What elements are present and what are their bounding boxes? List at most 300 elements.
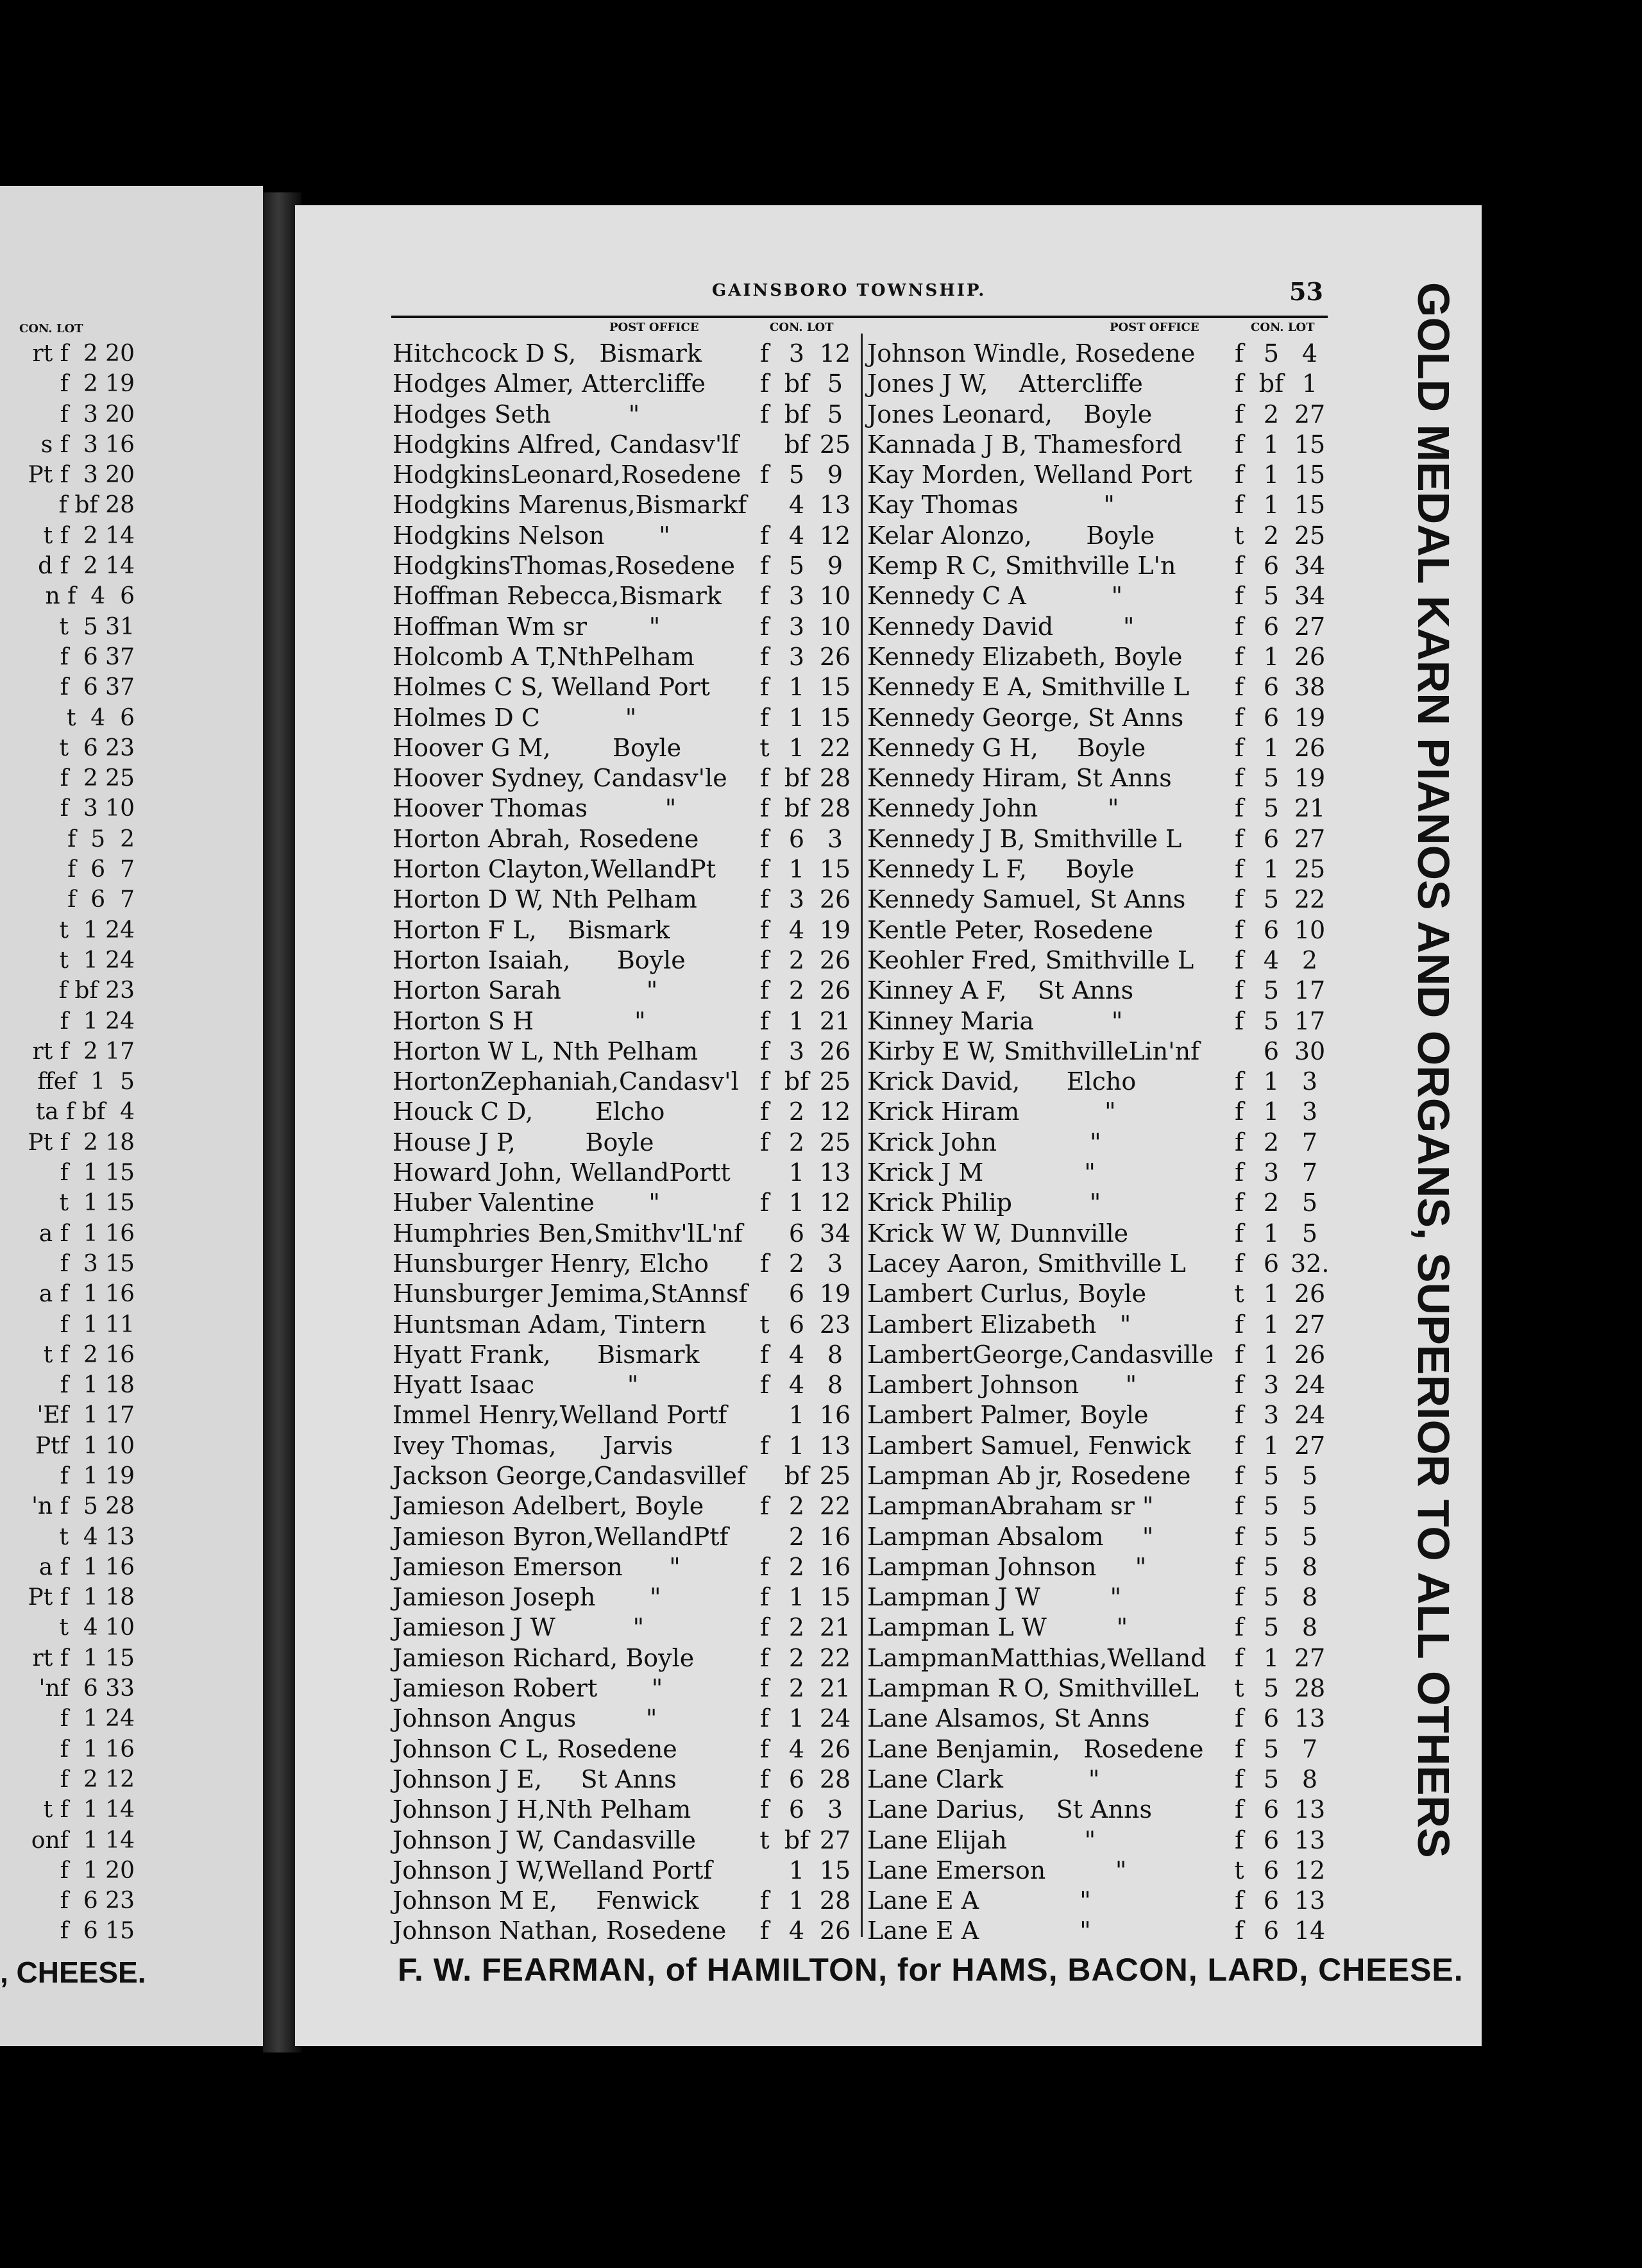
entry-name: Johnson Angus " bbox=[393, 1704, 657, 1733]
entry-lot: 13 bbox=[819, 491, 851, 520]
entry-lot: 19 bbox=[819, 1280, 851, 1308]
entry-tenure: f bbox=[1234, 885, 1244, 914]
left-page-entry: f 2 19 bbox=[60, 371, 135, 398]
entry-tenure: f bbox=[1234, 673, 1244, 702]
entry-lot: 3 bbox=[827, 1795, 843, 1824]
entry-lot: 3 bbox=[827, 824, 843, 853]
left-page-entry: f 6 37 bbox=[60, 674, 135, 701]
entry-lot: 8 bbox=[1301, 1764, 1318, 1793]
directory-entry bbox=[393, 1916, 854, 1946]
entry-tenure: f bbox=[1234, 1734, 1244, 1763]
left-page-entry: Ptf 1 10 bbox=[35, 1432, 135, 1459]
entry-name: Lambert Curlus, Boyle bbox=[867, 1280, 1147, 1308]
entry-name: Howard John, WellandPortt bbox=[393, 1158, 731, 1187]
entry-con: 6 bbox=[788, 824, 805, 853]
entry-tenure: f bbox=[759, 1643, 770, 1672]
entry-con: 3 bbox=[788, 612, 805, 641]
entry-lot: 28 bbox=[819, 1764, 851, 1793]
entry-name: Hoover G M, Boyle bbox=[393, 733, 682, 762]
directory-entry bbox=[393, 703, 854, 733]
entry-lot: 9 bbox=[827, 461, 843, 489]
entry-name: Lampman L W " bbox=[867, 1613, 1128, 1642]
entry-con: 2 bbox=[1263, 1128, 1280, 1156]
entry-con: bf bbox=[1258, 369, 1284, 398]
entry-lot: 10 bbox=[1294, 915, 1326, 944]
entry-tenure: f bbox=[1234, 1249, 1244, 1278]
entry-tenure: f bbox=[1234, 1886, 1244, 1915]
entry-lot: 21 bbox=[819, 1613, 851, 1642]
entry-tenure: f bbox=[1234, 976, 1244, 1005]
entry-con: 1 bbox=[1263, 1097, 1280, 1126]
directory-entry bbox=[867, 1219, 1329, 1249]
left-page-entry: rt f 2 20 bbox=[32, 341, 135, 367]
directory-entry bbox=[867, 581, 1329, 611]
entry-con: 2 bbox=[788, 1613, 805, 1642]
entry-con: 6 bbox=[1263, 673, 1280, 702]
entry-name: Krick John " bbox=[867, 1128, 1101, 1156]
entry-con: 3 bbox=[788, 642, 805, 671]
left-page-entry: t 1 24 bbox=[59, 917, 135, 944]
entry-name: Lane Emerson " bbox=[867, 1856, 1127, 1884]
entry-lot: 15 bbox=[1294, 430, 1326, 459]
entry-name: Lane Benjamin, Rosedene bbox=[867, 1734, 1204, 1763]
directory-entry bbox=[393, 672, 854, 702]
entry-tenure: f bbox=[1234, 764, 1244, 793]
entry-name: Jamieson J W " bbox=[393, 1613, 645, 1642]
directory-entry bbox=[393, 1097, 854, 1127]
entry-name: Lambert Elizabeth " bbox=[867, 1310, 1131, 1339]
entry-tenure: f bbox=[1234, 855, 1244, 884]
entry-tenure bbox=[752, 1158, 777, 1188]
directory-entry bbox=[393, 1128, 854, 1158]
entry-tenure: f bbox=[1234, 1371, 1244, 1400]
left-page-entry: t 4 6 bbox=[66, 704, 135, 731]
entry-con: 5 bbox=[1263, 1522, 1280, 1551]
entry-tenure: f bbox=[759, 764, 770, 793]
directory-entry bbox=[867, 1310, 1329, 1340]
entry-lot: 12 bbox=[819, 339, 851, 368]
left-page-entry: Pt f 3 20 bbox=[28, 462, 135, 489]
entry-con: 6 bbox=[1263, 1886, 1280, 1915]
directory-entry bbox=[867, 1612, 1329, 1643]
entry-con: 1 bbox=[788, 1006, 805, 1035]
entry-tenure bbox=[752, 1279, 777, 1309]
entry-con: 1 bbox=[788, 1856, 805, 1884]
entry-con: 5 bbox=[788, 552, 805, 580]
left-page-entry: a f 1 16 bbox=[38, 1553, 135, 1580]
entry-tenure: f bbox=[1234, 369, 1244, 398]
entry-name: Jamieson Adelbert, Boyle bbox=[393, 1492, 704, 1521]
entry-con: 1 bbox=[788, 1158, 805, 1187]
entry-name: Horton W L, Nth Pelham bbox=[393, 1037, 698, 1065]
left-page-entry: rt f 1 15 bbox=[32, 1645, 135, 1671]
entry-lot: 12 bbox=[819, 1189, 851, 1217]
entry-lot: 26 bbox=[1294, 733, 1326, 762]
directory-entry bbox=[867, 1249, 1329, 1279]
entry-lot: 12 bbox=[1294, 1856, 1326, 1884]
entry-lot: 8 bbox=[827, 1340, 843, 1369]
directory-entry bbox=[867, 430, 1329, 460]
entry-lot: 19 bbox=[1294, 764, 1326, 793]
entry-tenure: f bbox=[1234, 1643, 1244, 1672]
left-page-entry: f bf 23 bbox=[58, 977, 135, 1004]
entry-name: Jamieson Richard, Boyle bbox=[393, 1643, 695, 1672]
entry-name: LampmanMatthias,Welland bbox=[867, 1643, 1206, 1672]
entry-name: Hunsburger Henry, Elcho bbox=[393, 1249, 709, 1278]
directory-entry bbox=[867, 1400, 1329, 1430]
entry-tenure: f bbox=[759, 1067, 770, 1096]
entry-lot: 16 bbox=[819, 1522, 851, 1551]
entry-name: Kay Morden, Welland Port bbox=[867, 461, 1192, 489]
entry-lot: 8 bbox=[1301, 1583, 1318, 1612]
directory-entry bbox=[393, 490, 854, 520]
entry-con: 4 bbox=[788, 1734, 805, 1763]
entry-name: Lane Clark " bbox=[867, 1764, 1100, 1793]
entry-con: 5 bbox=[788, 461, 805, 489]
entry-con: 6 bbox=[1263, 1795, 1280, 1824]
entry-lot: 34 bbox=[819, 1219, 851, 1248]
directory-entry bbox=[393, 733, 854, 763]
entry-tenure: t bbox=[1234, 1856, 1244, 1884]
entry-tenure: f bbox=[1234, 400, 1244, 428]
entry-con: 2 bbox=[788, 1643, 805, 1672]
directory-entry bbox=[393, 1825, 854, 1856]
entry-con: 5 bbox=[1263, 1583, 1280, 1612]
left-page-entry: 'nf 6 33 bbox=[38, 1675, 135, 1702]
directory-entry bbox=[393, 1249, 854, 1279]
entry-con: 4 bbox=[788, 521, 805, 550]
entry-name: Johnson Nathan, Rosedene bbox=[393, 1917, 727, 1945]
entry-name: Hoffman Wm sr " bbox=[393, 612, 661, 641]
entry-tenure: t bbox=[1234, 521, 1244, 550]
entry-con: 2 bbox=[788, 1492, 805, 1521]
entry-lot: 13 bbox=[819, 1431, 851, 1460]
entry-lot: 10 bbox=[819, 612, 851, 641]
entry-tenure bbox=[1226, 1037, 1252, 1067]
entry-con: 1 bbox=[788, 733, 805, 762]
entry-lot: 21 bbox=[819, 1006, 851, 1035]
entry-tenure: f bbox=[1234, 794, 1244, 823]
entry-tenure: f bbox=[759, 552, 770, 580]
directory-entry bbox=[867, 1461, 1329, 1491]
entry-name: Lane E A " bbox=[867, 1917, 1091, 1945]
left-page-entry: t 5 31 bbox=[59, 613, 135, 640]
entry-con: 3 bbox=[788, 582, 805, 611]
directory-entry bbox=[867, 339, 1329, 369]
entry-con: 6 bbox=[1263, 824, 1280, 853]
entry-name: Lane Darius, St Anns bbox=[867, 1795, 1153, 1824]
post-office-head-2: POST OFFICE bbox=[1110, 321, 1199, 334]
entry-name: Hoover Thomas " bbox=[393, 794, 677, 823]
entry-tenure bbox=[752, 490, 777, 520]
entry-name: Huber Valentine " bbox=[393, 1189, 660, 1217]
left-page-entry: 'n f 5 28 bbox=[31, 1493, 135, 1520]
entry-name: HortonZephaniah,Candasv'l bbox=[393, 1067, 739, 1096]
entry-lot: 27 bbox=[819, 1825, 851, 1854]
entry-con: 6 bbox=[788, 1310, 805, 1339]
entry-tenure: f bbox=[1234, 1552, 1244, 1581]
entry-lot: 16 bbox=[819, 1401, 851, 1430]
entry-name: Jones J W, Attercliffe bbox=[867, 369, 1143, 398]
left-page-entry: f 2 12 bbox=[60, 1766, 135, 1793]
directory-entry bbox=[867, 824, 1329, 854]
entry-name: Kennedy E A, Smithville L bbox=[867, 673, 1190, 702]
directory-entry bbox=[393, 339, 854, 369]
entry-tenure: f bbox=[759, 855, 770, 884]
entry-con: 1 bbox=[1263, 1280, 1280, 1308]
directory-entry bbox=[867, 672, 1329, 702]
directory-entry bbox=[393, 793, 854, 824]
directory-entry bbox=[393, 1673, 854, 1704]
entry-tenure: f bbox=[759, 1734, 770, 1763]
entry-tenure: t bbox=[759, 1310, 770, 1339]
entry-lot: 24 bbox=[1294, 1401, 1326, 1430]
left-page-footer: , CHEESE. bbox=[0, 1956, 146, 1989]
entry-name: Hoover Sydney, Candasv'le bbox=[393, 764, 727, 793]
entry-lot: 26 bbox=[819, 1917, 851, 1945]
entry-lot: 13 bbox=[1294, 1886, 1326, 1915]
entry-con: 5 bbox=[1263, 976, 1280, 1005]
entry-name: Jones Leonard, Boyle bbox=[867, 400, 1153, 428]
con-lot-head-2: CON. LOT bbox=[1251, 321, 1315, 334]
left-page-entry: Pt f 1 18 bbox=[28, 1584, 135, 1611]
directory-entry bbox=[867, 1704, 1329, 1734]
entry-tenure: f bbox=[1234, 1097, 1244, 1126]
entry-name: LambertGeorge,Candasville bbox=[867, 1340, 1214, 1369]
entry-name: Kirby E W, SmithvilleLin'nf bbox=[867, 1037, 1200, 1065]
directory-entry bbox=[867, 945, 1329, 976]
entry-tenure: f bbox=[1234, 1795, 1244, 1824]
entry-con: bf bbox=[784, 794, 809, 823]
entry-con: 1 bbox=[1263, 642, 1280, 671]
left-page-entry: f 5 2 bbox=[67, 825, 135, 852]
entry-con: 1 bbox=[1263, 1643, 1280, 1672]
entry-con: 4 bbox=[788, 915, 805, 944]
entry-con: 2 bbox=[788, 1522, 805, 1551]
entry-con: 2 bbox=[788, 1249, 805, 1278]
post-office-head-1: POST OFFICE bbox=[609, 321, 699, 334]
entry-name: Horton F L, Bismark bbox=[393, 915, 670, 944]
entry-lot: 38 bbox=[1294, 673, 1326, 702]
entry-lot: 22 bbox=[819, 1643, 851, 1672]
left-page-entry: f 6 23 bbox=[60, 1888, 135, 1915]
directory-entry bbox=[393, 1067, 854, 1097]
entry-lot: 7 bbox=[1301, 1128, 1318, 1156]
entry-con: bf bbox=[784, 764, 809, 793]
directory-entry bbox=[867, 490, 1329, 520]
entry-tenure: f bbox=[1234, 1431, 1244, 1460]
entry-con: 1 bbox=[788, 1431, 805, 1460]
left-page-entry: a f 1 16 bbox=[38, 1281, 135, 1308]
directory-entry bbox=[393, 1431, 854, 1461]
entry-tenure: f bbox=[759, 461, 770, 489]
left-page-entry: ffef 1 5 bbox=[37, 1069, 135, 1096]
entry-lot: 15 bbox=[819, 1583, 851, 1612]
entry-name: Hodges Almer, Attercliffe bbox=[393, 369, 706, 398]
entry-con: 6 bbox=[1263, 552, 1280, 580]
entry-lot: 22 bbox=[819, 733, 851, 762]
entry-lot: 27 bbox=[1294, 824, 1326, 853]
entry-lot: 25 bbox=[1294, 521, 1326, 550]
entry-lot: 26 bbox=[819, 642, 851, 671]
directory-entry bbox=[393, 1612, 854, 1643]
directory-entry bbox=[393, 915, 854, 945]
directory-entry bbox=[867, 551, 1329, 581]
entry-tenure: f bbox=[1234, 642, 1244, 671]
directory-entry bbox=[393, 976, 854, 1006]
entry-name: Humphries Ben,Smithv'lL'nf bbox=[393, 1219, 743, 1248]
entry-con: 5 bbox=[1263, 582, 1280, 611]
entry-con: 1 bbox=[1263, 1067, 1280, 1096]
entry-con: 5 bbox=[1263, 1006, 1280, 1035]
entry-tenure: f bbox=[1234, 1492, 1244, 1521]
entry-name: Keohler Fred, Smithville L bbox=[867, 945, 1194, 974]
entry-con: 2 bbox=[1263, 400, 1280, 428]
entry-name: Hitchcock D S, Bismark bbox=[393, 339, 702, 368]
entry-con: 5 bbox=[1263, 1674, 1280, 1703]
advertisement-footer: F. W. FEARMAN, of HAMILTON, for HAMS, BACON, LARD, CHEESE. bbox=[398, 1952, 1464, 1988]
entry-tenure: f bbox=[759, 824, 770, 853]
entry-name: Johnson J W, Candasville bbox=[393, 1825, 696, 1854]
directory-column-right bbox=[867, 339, 1329, 1947]
entry-lot: 24 bbox=[819, 1704, 851, 1733]
entry-con: 6 bbox=[1263, 612, 1280, 641]
directory-entry bbox=[393, 1461, 854, 1491]
entry-tenure: f bbox=[1234, 1401, 1244, 1430]
entry-lot: 34 bbox=[1294, 552, 1326, 580]
directory-entry bbox=[393, 1886, 854, 1916]
entry-lot: 5 bbox=[1301, 1461, 1318, 1490]
page-number: 53 bbox=[1289, 277, 1323, 306]
entry-lot: 13 bbox=[1294, 1704, 1326, 1733]
left-page-entry: ta f bf 4 bbox=[35, 1099, 135, 1126]
entry-con: 5 bbox=[1263, 1734, 1280, 1763]
entry-lot: 22 bbox=[1294, 885, 1326, 914]
directory-entry bbox=[867, 1673, 1329, 1704]
directory-entry bbox=[867, 1370, 1329, 1400]
entry-name: Kennedy C A " bbox=[867, 582, 1123, 611]
entry-tenure: f bbox=[1234, 1006, 1244, 1035]
directory-entry bbox=[867, 1037, 1329, 1067]
entry-con: 2 bbox=[788, 1097, 805, 1126]
entry-con: 1 bbox=[788, 673, 805, 702]
left-page-entry: t 1 24 bbox=[59, 947, 135, 974]
entry-con: 6 bbox=[1263, 1249, 1280, 1278]
side-advertisement: GOLD MEDAL KARN PIANOS AND ORGANS, SUPERIOR TO ALL OTHERS bbox=[1409, 282, 1459, 1858]
entry-tenure: f bbox=[1234, 491, 1244, 520]
entry-tenure: f bbox=[759, 1097, 770, 1126]
directory-entry bbox=[867, 733, 1329, 763]
entry-lot: 30 bbox=[1294, 1037, 1326, 1065]
directory-entry bbox=[867, 1006, 1329, 1037]
entry-name: Kentle Peter, Rosedene bbox=[867, 915, 1153, 944]
entry-lot: 12 bbox=[819, 521, 851, 550]
entry-tenure: f bbox=[759, 582, 770, 611]
directory-entry bbox=[393, 1522, 854, 1552]
directory-entry bbox=[867, 976, 1329, 1006]
entry-tenure: f bbox=[759, 1371, 770, 1400]
left-page-entry: f 1 19 bbox=[60, 1462, 135, 1489]
entry-con: 5 bbox=[1263, 1764, 1280, 1793]
entry-tenure: f bbox=[759, 794, 770, 823]
directory-entry bbox=[393, 400, 854, 430]
entry-tenure: f bbox=[1234, 339, 1244, 368]
entry-name: Hodgkins Nelson " bbox=[393, 521, 670, 550]
entry-con: 5 bbox=[1263, 794, 1280, 823]
entry-name: Krick Philip " bbox=[867, 1189, 1101, 1217]
directory-entry bbox=[393, 369, 854, 399]
entry-tenure: f bbox=[1234, 1189, 1244, 1217]
entry-con: 5 bbox=[1263, 1492, 1280, 1521]
entry-name: Jackson George,Candasvillef bbox=[393, 1461, 747, 1490]
entry-con: 6 bbox=[1263, 1704, 1280, 1733]
left-page-entry: a f 1 16 bbox=[38, 1220, 135, 1247]
entry-con: 6 bbox=[788, 1795, 805, 1824]
entry-lot: 17 bbox=[1294, 1006, 1326, 1035]
entry-name: Lacey Aaron, Smithville L bbox=[867, 1249, 1186, 1278]
entry-lot: 8 bbox=[827, 1371, 843, 1400]
entry-tenure: f bbox=[759, 1704, 770, 1733]
entry-con: bf bbox=[784, 430, 809, 459]
entry-con: 2 bbox=[788, 1674, 805, 1703]
entry-con: 6 bbox=[788, 1219, 805, 1248]
directory-entry bbox=[393, 884, 854, 915]
entry-tenure: f bbox=[759, 1340, 770, 1369]
left-page-entry: f 6 15 bbox=[60, 1918, 135, 1945]
left-page-entry: s f 3 16 bbox=[40, 431, 135, 458]
left-page-entry: f 3 10 bbox=[60, 795, 135, 822]
entry-lot: 26 bbox=[819, 1037, 851, 1065]
entry-lot: 7 bbox=[1301, 1158, 1318, 1187]
entry-name: HodgkinsLeonard,Rosedene bbox=[393, 461, 741, 489]
entry-tenure: f bbox=[1234, 703, 1244, 732]
entry-lot: 22 bbox=[819, 1492, 851, 1521]
directory-entry bbox=[393, 581, 854, 611]
left-page-entry: t 4 13 bbox=[59, 1523, 135, 1550]
entry-con: 4 bbox=[788, 1917, 805, 1945]
entry-name: Immel Henry,Welland Portf bbox=[393, 1401, 727, 1430]
directory-entry bbox=[867, 1340, 1329, 1370]
directory-entry bbox=[393, 1006, 854, 1037]
left-page-entry: f 1 18 bbox=[60, 1372, 135, 1399]
entry-lot: 5 bbox=[1301, 1522, 1318, 1551]
left-page-column-head: CON. LOT bbox=[19, 322, 83, 335]
entry-tenure: f bbox=[1234, 612, 1244, 641]
directory-entry bbox=[867, 915, 1329, 945]
entry-name: Kennedy L F, Boyle bbox=[867, 855, 1135, 884]
entry-con: 1 bbox=[1263, 855, 1280, 884]
entry-name: Horton Clayton,WellandPt bbox=[393, 855, 716, 884]
entry-tenure: f bbox=[1234, 915, 1244, 944]
directory-entry bbox=[867, 884, 1329, 915]
entry-name: LampmanAbraham sr " bbox=[867, 1492, 1154, 1521]
entry-con: 5 bbox=[1263, 1613, 1280, 1642]
entry-name: Lambert Samuel, Fenwick bbox=[867, 1431, 1191, 1460]
entry-con: 2 bbox=[788, 976, 805, 1005]
entry-tenure: f bbox=[759, 1917, 770, 1945]
entry-con: 6 bbox=[1263, 1825, 1280, 1854]
directory-entry bbox=[867, 642, 1329, 672]
entry-con: 6 bbox=[788, 1280, 805, 1308]
entry-con: 6 bbox=[788, 1764, 805, 1793]
entry-lot: 7 bbox=[1301, 1734, 1318, 1763]
entry-name: House J P, Boyle bbox=[393, 1128, 654, 1156]
entry-name: Krick W W, Dunnville bbox=[867, 1219, 1129, 1248]
entry-name: Kannada J B, Thamesford bbox=[867, 430, 1183, 459]
entry-lot: 1 bbox=[1301, 369, 1318, 398]
left-page-entry: t f 1 14 bbox=[43, 1797, 135, 1824]
entry-tenure: f bbox=[1234, 430, 1244, 459]
